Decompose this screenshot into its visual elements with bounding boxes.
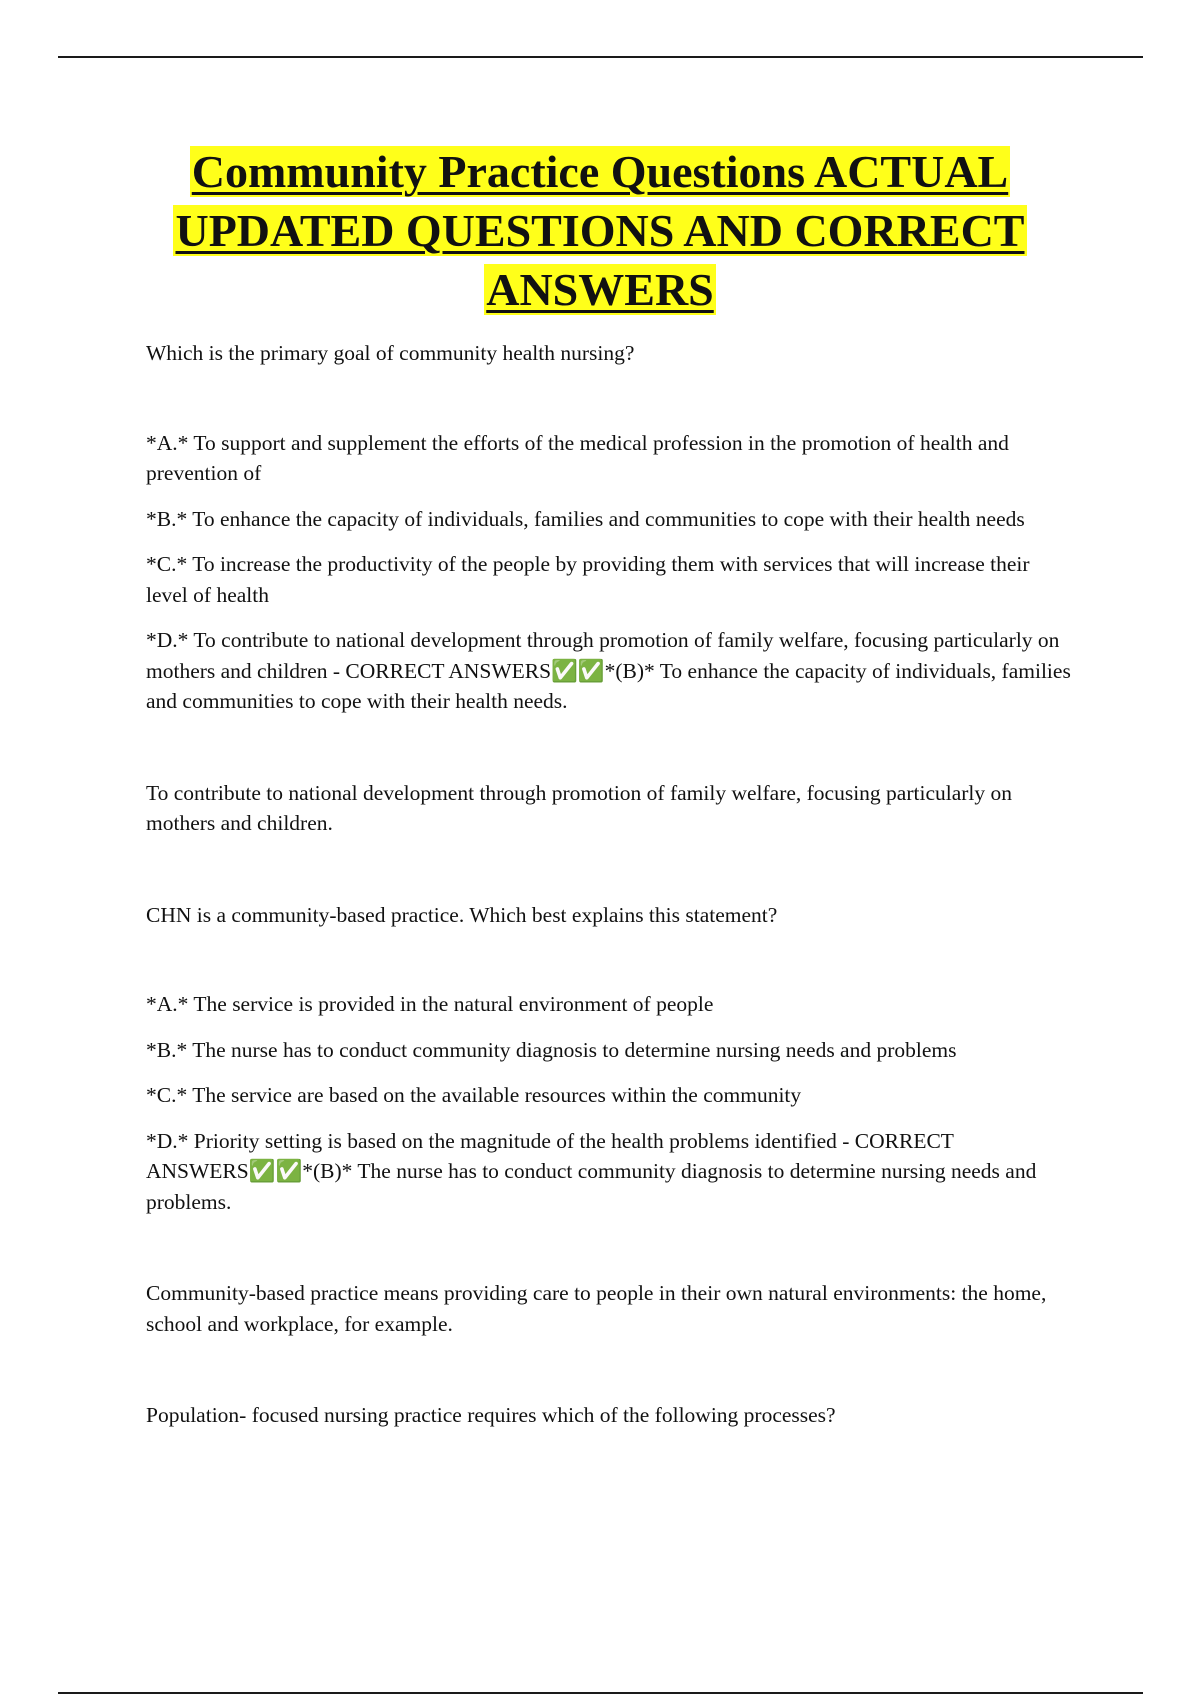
document-body [146,338,1076,1490]
top-rule [58,56,1143,58]
bottom-rule [58,1692,1143,1694]
question-2-option-d-answer: *D.* Priority setting is based on the magnitude of the health problems identified - CORRECT ANSWERS✅✅*(B)* The nurse has to conduct community diagnosis to determine nursing needs and problems. [146,1128,1037,1214]
title-line-3: ANSWERS [486,264,714,315]
question-2-option-a: *A.* The service is provided in the natural environment of people [146,992,714,1016]
question-1-option-a: *A.* To support and supplement the efforts of the medical profession in the promotion of health and prevention of [146,430,1009,485]
question-1: Which is the primary goal of community health nursing? [146,341,635,365]
question-3: Population- focused nursing practice requires which of the following processes? [146,1403,836,1427]
question-2-explanation: Community-based practice means providing care to people in their own natural environments: the home, school and workplace, for example. [146,1281,1047,1336]
question-1-option-b: *B.* To enhance the capacity of individuals, families and communities to cope with their health needs [146,506,1025,531]
document-title [100,142,1100,319]
question-2-option-c: *C.* The service are based on the available resources within the community [146,1083,802,1107]
question-2: CHN is a community-based practice. Which best explains this statement? [146,902,778,927]
question-2-option-b: *B.* The nurse has to conduct community diagnosis to determine nursing needs and problems [146,1037,957,1062]
question-1-option-d-answer: *D.* To contribute to national development through promotion of family welfare, focusing particularly on mothers and children - CORRECT ANSWERS✅✅*(B)* To enhance the capacity of individuals, families and communities to cope with their health needs. [146,628,1071,713]
question-1-explanation: To contribute to national development through promotion of family welfare, focusing particularly on mothers and children. [146,780,1013,835]
question-1-option-c: *C.* To increase the productivity of the people by providing them with services that will increase their level of health [146,552,1030,607]
title-line-1: Community Practice Questions ACTUAL [191,146,1009,197]
title-line-2: UPDATED QUESTIONS AND CORRECT [175,205,1025,256]
